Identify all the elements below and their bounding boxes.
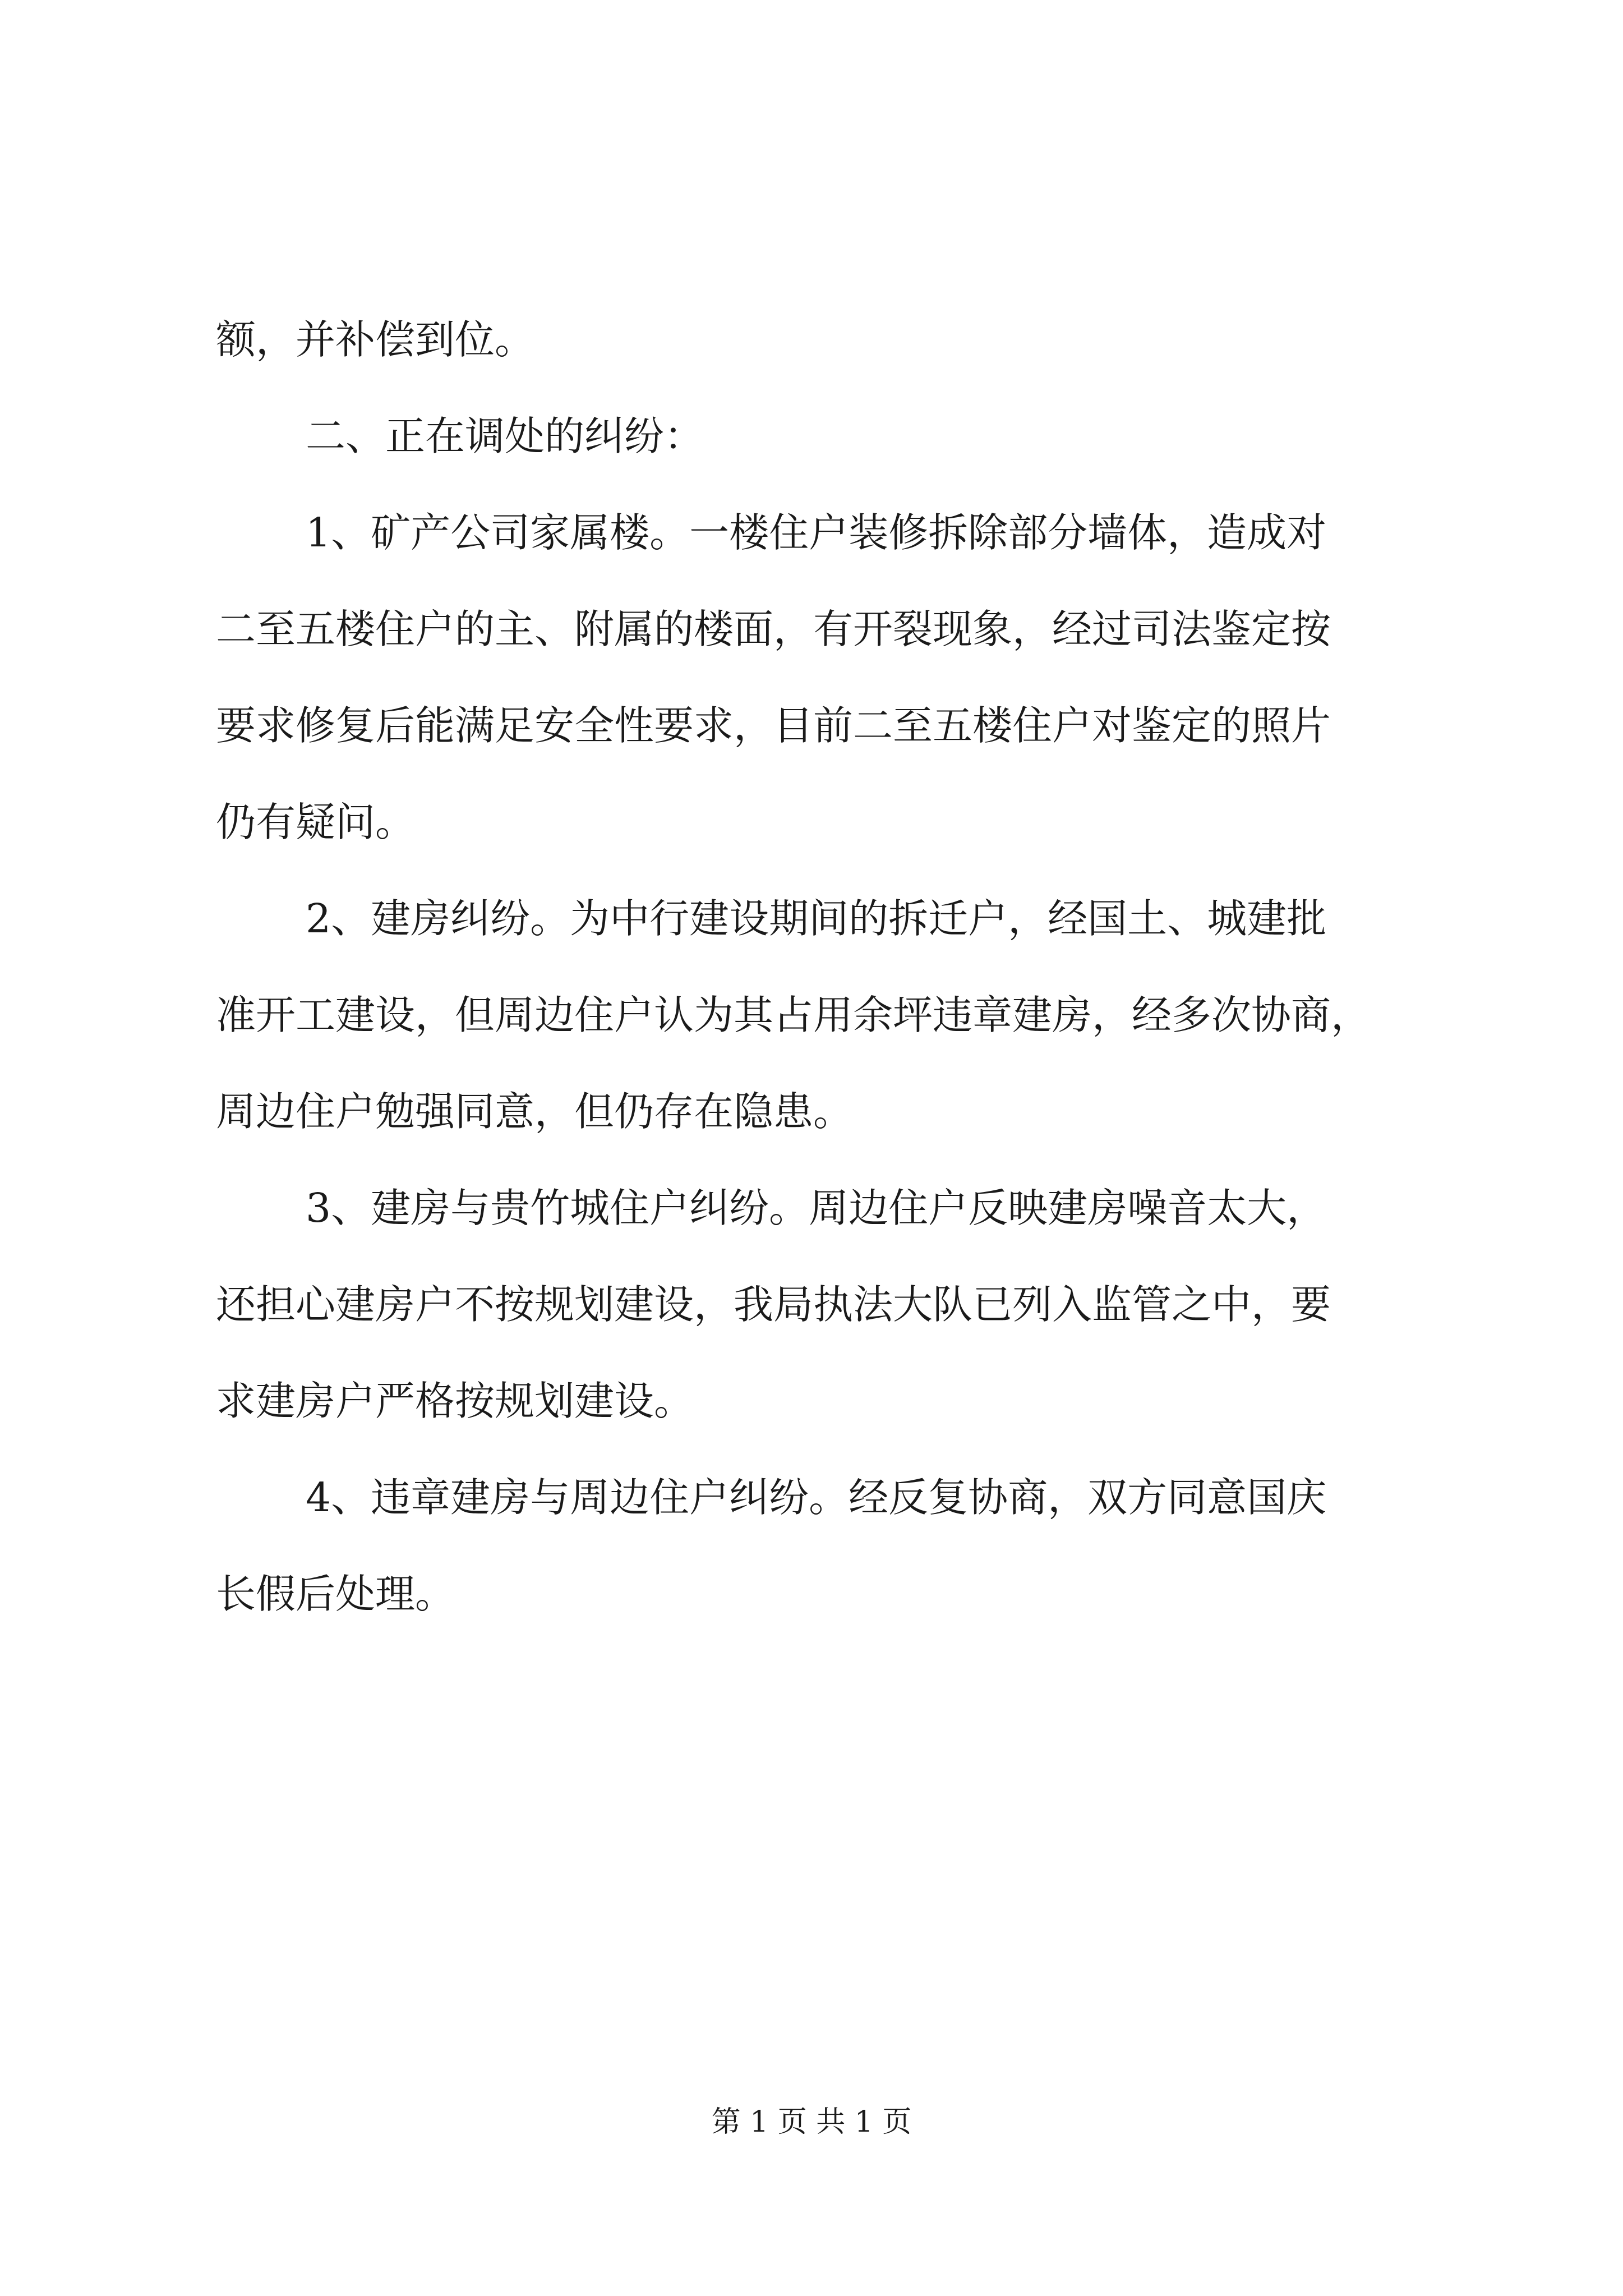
item-4-line-2: 长假后处理。	[216, 1571, 455, 1617]
item-1-line-4: 仍有疑问。	[216, 799, 416, 845]
section-heading-ongoing-disputes: 二、正在调处的纠纷：	[306, 413, 704, 459]
text-line-continuation: 额，并补偿到位。	[216, 316, 535, 363]
item-1-line-1: 1、矿产公司家属楼。一楼住户装修拆除部分墙体，造成对	[306, 509, 1327, 556]
item-1-line-2: 二至五楼住户的主、附属的楼面，有开裂现象，经过司法鉴定按	[216, 606, 1331, 652]
page-number-footer: 第 1 页 共 1 页	[711, 2105, 912, 2139]
item-3-line-2: 还担心建房户不按规划建设，我局执法大队已列入监管之中，要	[216, 1281, 1331, 1328]
item-3-line-1: 3、建房与贵竹城住户纠纷。周边住户反映建房噪音太大，	[306, 1185, 1327, 1231]
item-2-line-3: 周边住户勉强同意，但仍存在隐患。	[216, 1088, 854, 1135]
item-2-line-1: 2、建房纠纷。为中行建设期间的拆迁户，经国土、城建批	[306, 895, 1327, 942]
item-2-line-2: 准开工建设，但周边住户认为其占用余坪违章建房，经多次协商，	[216, 992, 1371, 1038]
document-body	[216, 292, 1427, 1642]
item-1-line-3: 要求修复后能满足安全性要求，目前二至五楼住户对鉴定的照片	[216, 702, 1331, 749]
item-4-line-1: 4、违章建房与周边住户纠纷。经反复协商，双方同意国庆	[306, 1474, 1327, 1521]
item-3-line-3: 求建房户严格按规划建设。	[216, 1378, 694, 1424]
